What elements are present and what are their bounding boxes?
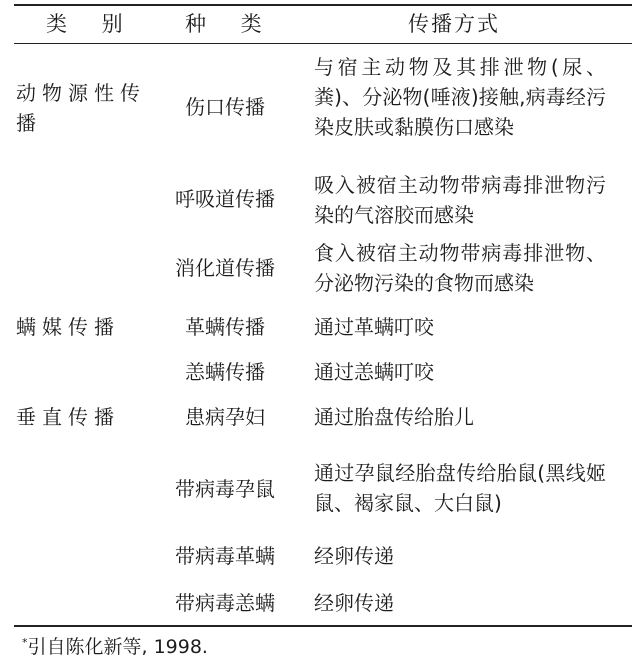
cell-kind: 消化道传播	[175, 256, 275, 280]
cell-mode: 通过胎盘传给胎儿	[314, 405, 474, 429]
cell-kind: 带病毒革螨	[175, 544, 275, 568]
cell-kind: 带病毒孕鼠	[175, 477, 275, 501]
cell-mode: 经卵传递	[314, 591, 394, 615]
cell-kind: 伤口传播	[185, 95, 265, 119]
cell-mode: 吸入被宿主动物带病毒排泄物污染的气溶胶而感染	[314, 173, 606, 227]
cell-mode: 食入被宿主动物带病毒排泄物、分泌物污染的食物而感染	[314, 241, 606, 295]
table-bottom-rule	[14, 625, 632, 627]
cell-mode: 通过革螨叮咬	[314, 315, 434, 339]
footnote-mark: *	[22, 636, 28, 649]
header-kind: 种 类	[185, 12, 276, 36]
cell-category: 动物源性传播	[16, 81, 146, 135]
cell-kind: 呼吸道传播	[175, 187, 275, 211]
table-header-rule	[14, 43, 632, 44]
header-category: 类 别	[46, 12, 137, 36]
footnote-text: 引自陈化新等, 1998.	[27, 636, 208, 658]
table-top-rule	[14, 4, 632, 6]
header-mode: 传播方式	[408, 12, 500, 36]
cell-category: 螨媒传播	[16, 315, 120, 339]
cell-mode: 与宿主动物及其排泄物(尿、粪)、分泌物(唾液)接触,病毒经污染皮肤或黏膜伤口感染	[314, 55, 606, 139]
cell-kind: 革螨传播	[185, 315, 265, 339]
cell-mode: 通过孕鼠经胎盘传给胎鼠(黑线姬鼠、褐家鼠、大白鼠)	[314, 461, 606, 515]
cell-mode: 经卵传递	[314, 544, 394, 568]
cell-kind: 带病毒恙螨	[175, 591, 275, 615]
cell-kind: 恙螨传播	[185, 360, 265, 384]
cell-kind: 患病孕妇	[185, 405, 265, 429]
cell-category: 垂直传播	[16, 405, 120, 429]
footnote	[22, 634, 208, 660]
cell-mode: 通过恙螨叮咬	[314, 360, 434, 384]
